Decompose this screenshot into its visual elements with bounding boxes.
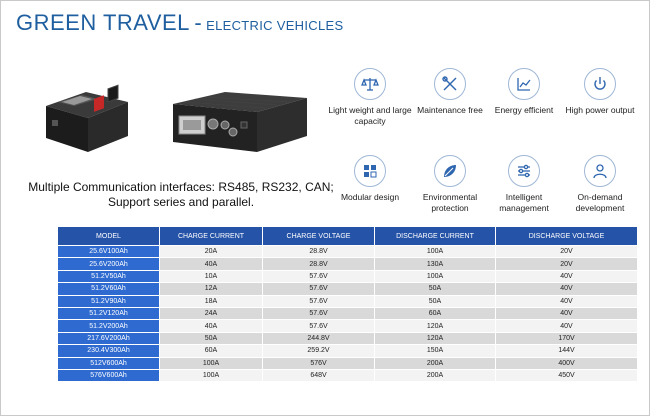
table-row <box>58 369 638 381</box>
cell-charge-voltage: 57.6V <box>263 283 375 295</box>
table-row <box>58 307 638 319</box>
cell-discharge-current: 120A <box>375 320 496 332</box>
cell-model: 51.2V50Ah <box>58 270 160 282</box>
feature-light-weight <box>326 68 414 127</box>
title-separator: - <box>194 10 202 35</box>
tools-icon <box>434 68 466 100</box>
feature-label: Modular design <box>340 192 400 202</box>
cell-discharge-current: 200A <box>375 357 496 369</box>
cell-charge-voltage: 259.2V <box>263 345 375 357</box>
communication-text <box>16 180 346 210</box>
table-row <box>58 295 638 307</box>
cell-charge-voltage: 57.6V <box>263 295 375 307</box>
header-discharge-current: DISCHARGE CURRENT <box>375 227 496 246</box>
cell-charge-voltage: 57.6V <box>263 320 375 332</box>
cell-discharge-voltage: 40V <box>496 307 638 319</box>
title-sub: ELECTRIC VEHICLES <box>206 18 344 33</box>
cell-charge-current: 24A <box>160 307 263 319</box>
cell-discharge-voltage: 40V <box>496 270 638 282</box>
cell-discharge-voltage: 400V <box>496 357 638 369</box>
feature-label: Maintenance free <box>417 105 483 115</box>
feature-energy-efficient <box>480 68 568 116</box>
feature-label: Energy efficient <box>494 105 554 115</box>
cell-discharge-voltage: 40V <box>496 283 638 295</box>
cell-discharge-current: 100A <box>375 246 496 258</box>
cell-model: 217.6V200Ah <box>58 332 160 344</box>
grid-icon <box>354 155 386 187</box>
cell-charge-current: 60A <box>160 345 263 357</box>
leaf-icon <box>434 155 466 187</box>
battery-image-front <box>36 84 136 156</box>
table-row <box>58 332 638 344</box>
table-row <box>58 283 638 295</box>
cell-charge-current: 100A <box>160 357 263 369</box>
cell-charge-current: 18A <box>160 295 263 307</box>
cell-model: 51.2V60Ah <box>58 283 160 295</box>
cell-discharge-voltage: 40V <box>496 320 638 332</box>
title-main: GREEN TRAVEL <box>16 10 190 35</box>
chart-icon <box>508 68 540 100</box>
person-icon <box>584 155 616 187</box>
feature-high-power <box>556 68 644 116</box>
feature-intelligent <box>480 155 568 214</box>
cell-charge-current: 12A <box>160 283 263 295</box>
cell-discharge-voltage: 20V <box>496 258 638 270</box>
cell-discharge-current: 50A <box>375 295 496 307</box>
cell-charge-current: 40A <box>160 258 263 270</box>
header-model: MODEL <box>58 227 160 246</box>
header-discharge-voltage: DISCHARGE VOLTAGE <box>496 227 638 246</box>
cell-model: 51.2V90Ah <box>58 295 160 307</box>
cell-discharge-current: 50A <box>375 283 496 295</box>
feature-label: High power output <box>565 105 635 115</box>
cell-model: 576V600Ah <box>58 369 160 381</box>
feature-label: On-demand development <box>575 192 625 213</box>
cell-charge-voltage: 648V <box>263 369 375 381</box>
scale-icon <box>354 68 386 100</box>
cell-charge-current: 10A <box>160 270 263 282</box>
cell-charge-current: 50A <box>160 332 263 344</box>
battery-image-side <box>165 86 315 158</box>
cell-discharge-current: 120A <box>375 332 496 344</box>
cell-model: 51.2V200Ah <box>58 320 160 332</box>
cell-discharge-voltage: 20V <box>496 246 638 258</box>
cell-model: 51.2V120Ah <box>58 307 160 319</box>
communication-line-1: Multiple Communication interfaces: RS485, RS232, CAN; <box>28 180 334 194</box>
cell-charge-voltage: 57.6V <box>263 307 375 319</box>
cell-discharge-current: 130A <box>375 258 496 270</box>
cell-model: 512V600Ah <box>58 357 160 369</box>
cell-discharge-current: 200A <box>375 369 496 381</box>
cell-discharge-current: 100A <box>375 270 496 282</box>
table-row <box>58 258 638 270</box>
cell-model: 25.6V100Ah <box>58 246 160 258</box>
cell-discharge-voltage: 170V <box>496 332 638 344</box>
cell-charge-voltage: 244.8V <box>263 332 375 344</box>
sliders-icon <box>508 155 540 187</box>
table-header-row <box>58 227 638 246</box>
cell-charge-current: 100A <box>160 369 263 381</box>
cell-model: 230.4V300Ah <box>58 345 160 357</box>
cell-discharge-voltage: 144V <box>496 345 638 357</box>
cell-charge-voltage: 28.8V <box>263 258 375 270</box>
cell-charge-current: 40A <box>160 320 263 332</box>
communication-line-2: Support series and parallel. <box>107 195 255 209</box>
cell-discharge-voltage: 40V <box>496 295 638 307</box>
table-row <box>58 246 638 258</box>
cell-charge-voltage: 28.8V <box>263 246 375 258</box>
table-row <box>58 270 638 282</box>
cell-charge-current: 20A <box>160 246 263 258</box>
feature-label: Intelligent management <box>499 192 549 213</box>
cell-model: 25.6V200Ah <box>58 258 160 270</box>
cell-discharge-current: 150A <box>375 345 496 357</box>
feature-label: Environmental protection <box>422 192 478 213</box>
table-row <box>58 357 638 369</box>
cell-charge-voltage: 57.6V <box>263 270 375 282</box>
cell-discharge-voltage: 450V <box>496 369 638 381</box>
table-row <box>58 320 638 332</box>
header-charge-voltage: CHARGE VOLTAGE <box>263 227 375 246</box>
power-icon <box>584 68 616 100</box>
feature-on-demand <box>556 155 644 214</box>
table-row <box>58 345 638 357</box>
page-title <box>16 10 343 36</box>
feature-label: Light weight and large capacity <box>328 105 412 126</box>
spec-table <box>57 226 638 382</box>
cell-discharge-current: 60A <box>375 307 496 319</box>
header-charge-current: CHARGE CURRENT <box>160 227 263 246</box>
cell-charge-voltage: 576V <box>263 357 375 369</box>
